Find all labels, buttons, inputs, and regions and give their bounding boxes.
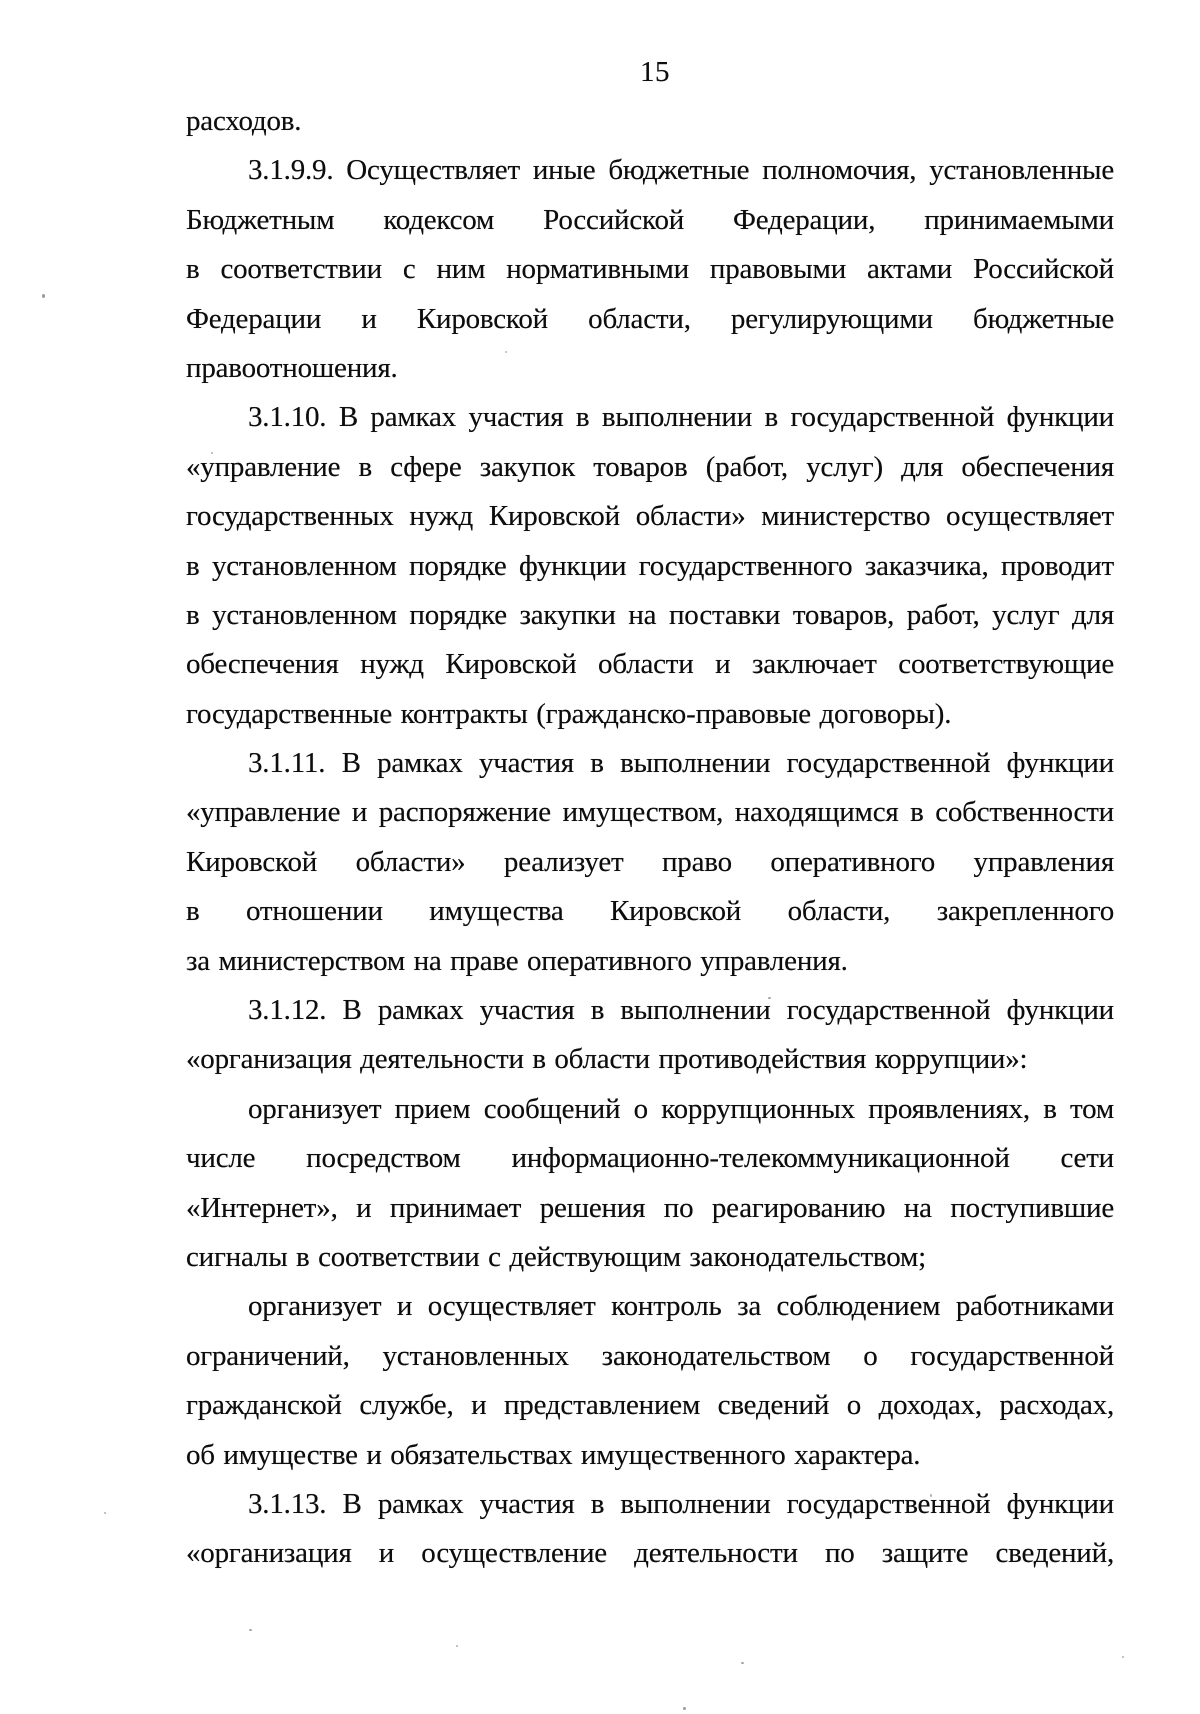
text-line: «организация и осуществление деятельности по защите сведений, bbox=[186, 1537, 1114, 1570]
text-line: гражданской службе, и представлением сведений о доходах, расходах, bbox=[186, 1389, 1114, 1422]
scan-speck bbox=[211, 452, 213, 454]
text-line: расходов. bbox=[186, 105, 302, 137]
text-line: в установленном порядке функции государственного заказчика, проводит bbox=[186, 549, 1114, 582]
scan-speck bbox=[505, 351, 507, 353]
text-line: в отношении имущества Кировской области, закрепленного bbox=[186, 895, 1114, 928]
scan-speck bbox=[741, 1662, 744, 1664]
text-line: «организация деятельности в области противодействия коррупции»: bbox=[186, 1043, 1028, 1076]
text-line: «Интернет», и принимает решения по реагированию на поступившие bbox=[186, 1191, 1114, 1224]
scan-speck bbox=[930, 1494, 932, 1497]
scan-speck bbox=[42, 294, 45, 298]
scan-speck bbox=[104, 1512, 106, 1514]
text-line: Федерации и Кировской области, регулирующими бюджетные bbox=[186, 302, 1114, 335]
text-line: «управление в сфере закупок товаров (работ, услуг) для обеспечения bbox=[186, 450, 1114, 483]
page-number: 15 bbox=[640, 56, 670, 88]
text-line: «управление и распоряжение имуществом, находящимся в собственности bbox=[186, 796, 1114, 829]
text-line: государственные контракты (гражданско-правовые договоры). bbox=[186, 697, 952, 730]
scan-speck bbox=[249, 1629, 252, 1631]
text-line: правоотношения. bbox=[186, 351, 398, 384]
text-line: 3.1.12. В рамках участия в выполнении государственной функции bbox=[248, 994, 1114, 1027]
text-line: 3.1.9.9. Осуществляет иные бюджетные полномочия, установленные bbox=[248, 154, 1114, 187]
text-line: сигналы в соответствии с действующим законодательством; bbox=[186, 1240, 926, 1273]
scan-speck bbox=[456, 1645, 458, 1647]
scan-speck bbox=[768, 997, 771, 999]
text-line: ограничений, установленных законодательством о государственной bbox=[186, 1339, 1114, 1372]
text-line: 3.1.11. В рамках участия в выполнении государственной функции bbox=[248, 747, 1114, 780]
document-body bbox=[186, 97, 1114, 1579]
text-line: об имуществе и обязательствах имущественного характера. bbox=[186, 1438, 921, 1471]
text-line: 3.1.13. В рамках участия в выполнении государственной функции bbox=[248, 1487, 1114, 1520]
text-line: 3.1.10. В рамках участия в выполнении в государственной функции bbox=[248, 401, 1114, 434]
text-line: Бюджетным кодексом Российской Федерации, принимаемыми bbox=[186, 203, 1114, 236]
text-line: обеспечения нужд Кировской области и заключает соответствующие bbox=[186, 648, 1114, 681]
text-line: Кировской области» реализует право оперативного управления bbox=[186, 845, 1114, 878]
scan-speck bbox=[683, 1707, 686, 1710]
text-line: организует и осуществляет контроль за соблюдением работниками bbox=[248, 1290, 1114, 1323]
text-line: за министерством на праве оперативного управления. bbox=[186, 944, 848, 977]
text-line: в соответствии с ним нормативными правовыми актами Российской bbox=[186, 253, 1114, 286]
text-line: в установленном порядке закупки на поставки товаров, работ, услуг для bbox=[186, 598, 1114, 631]
text-line: государственных нужд Кировской области» министерство осуществляет bbox=[186, 500, 1114, 533]
text-line: организует прием сообщений о коррупционных проявлениях, в том bbox=[248, 1092, 1114, 1125]
text-line: числе посредством информационно-телекоммуникационной сети bbox=[186, 1142, 1114, 1175]
scan-speck bbox=[1122, 1656, 1124, 1658]
